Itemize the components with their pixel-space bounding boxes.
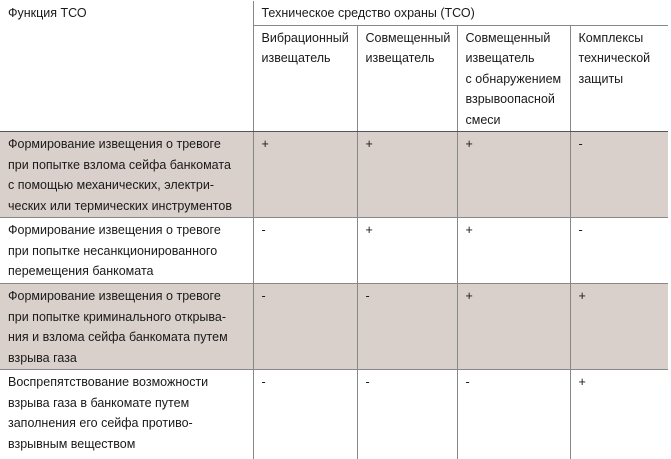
- row-mark: +: [253, 132, 357, 218]
- row-mark: +: [570, 284, 668, 370]
- row-mark: -: [357, 284, 457, 370]
- row-mark: -: [253, 370, 357, 459]
- row-mark: +: [457, 284, 570, 370]
- column-header-combined-detector: Совмещенный извещатель: [357, 25, 457, 132]
- row-function-text: Формирование извещения о тревоге при попытке взлома сейфа банкомата с помощью механических, электри- ческих или термических инструментов: [0, 132, 253, 218]
- table-row: [0, 284, 668, 370]
- row-mark: +: [357, 218, 457, 284]
- column-header-vibration-detector: Вибрационный извещатель: [253, 25, 357, 132]
- tso-group-header: Техническое средство охраны (ТСО): [253, 1, 668, 25]
- column-header-combined-gas-detector: Совмещенный извещатель с обнаружением взрывоопасной смеси: [457, 25, 570, 132]
- row-mark: -: [570, 132, 668, 218]
- row-mark: -: [357, 370, 457, 459]
- tso-table: [0, 1, 668, 459]
- table-row: [0, 132, 668, 218]
- table-row: [0, 218, 668, 284]
- row-mark: -: [253, 284, 357, 370]
- row-function-text: Формирование извещения о тревоге при попытке криминального открыва- ния и взлома сейфа банкомата путем взрыва газа: [0, 284, 253, 370]
- row-mark: -: [253, 218, 357, 284]
- table-row: [0, 370, 668, 459]
- row-mark: -: [570, 218, 668, 284]
- column-header-technical-protection: Комплексы технической защиты: [570, 25, 668, 132]
- row-mark: +: [457, 218, 570, 284]
- row-mark: +: [578, 375, 586, 389]
- row-function-text: Воспрепятствование возможности взрыва газа в банкомате путем заполнения его сейфа противо- взрывным веществом: [0, 370, 253, 459]
- row-mark: +: [357, 132, 457, 218]
- row-mark: -: [457, 370, 570, 459]
- row-mark: +: [457, 132, 570, 218]
- row-function-text: Формирование извещения о тревоге при попытке несанкционированного перемещения банкомата: [0, 218, 253, 284]
- function-header: Функция ТСО: [0, 1, 253, 132]
